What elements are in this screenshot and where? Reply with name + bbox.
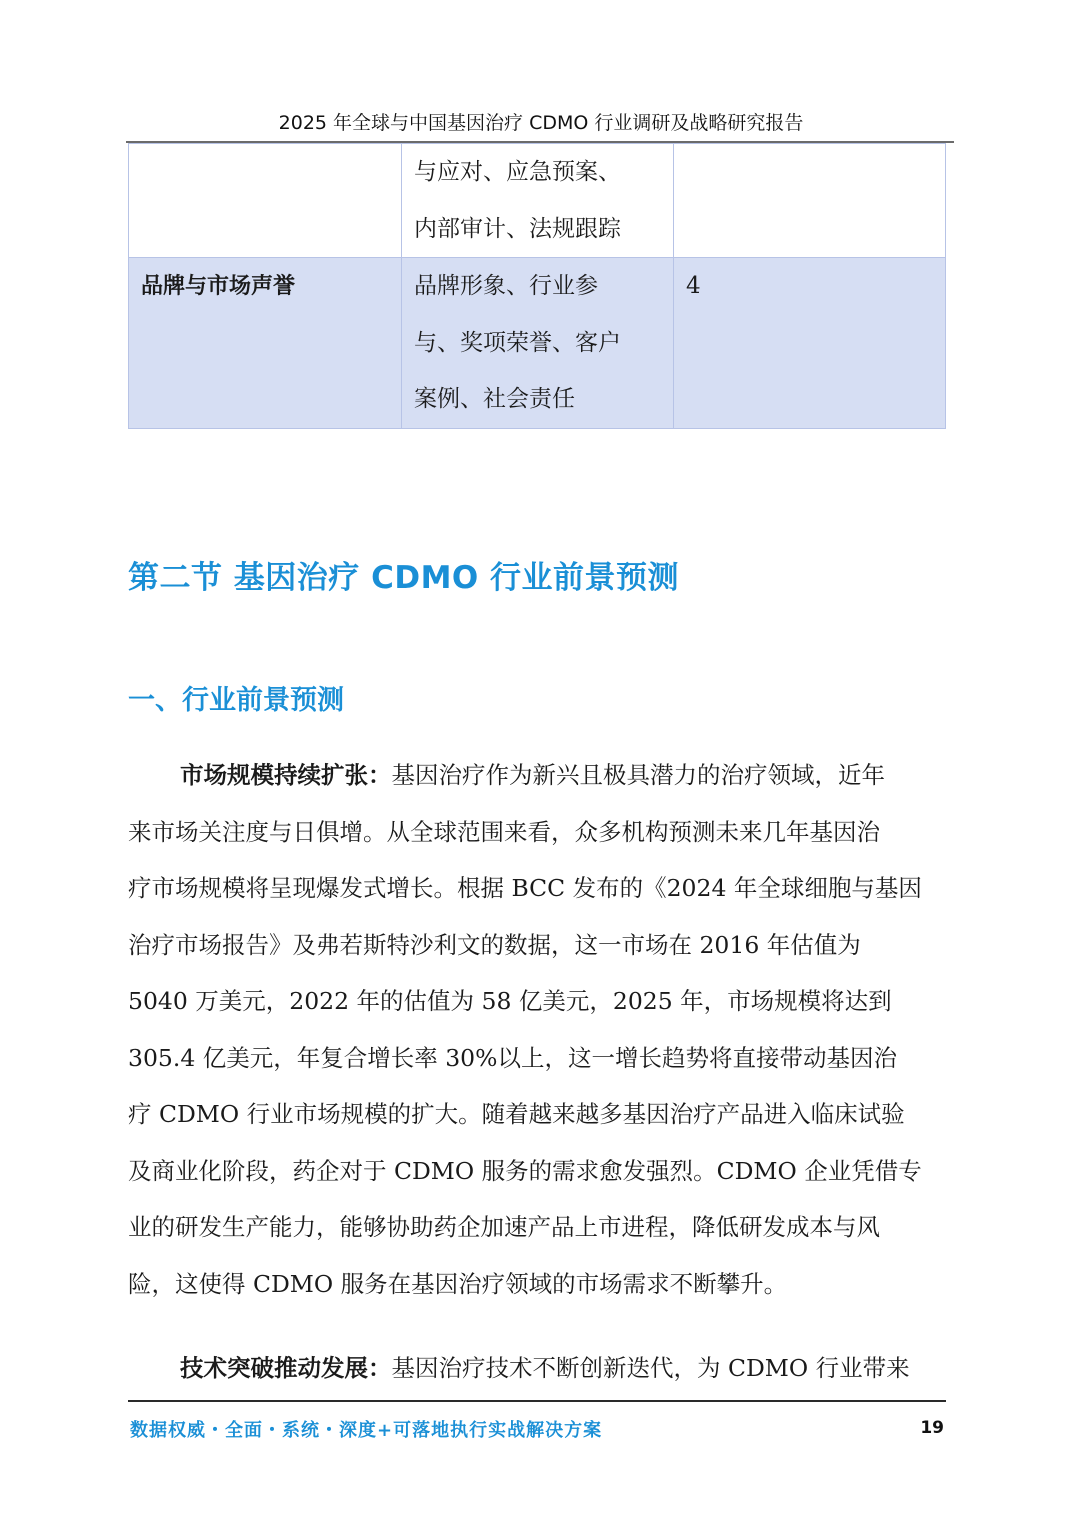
footer-slogan: 数据权威・全面・系统・深度+可落地执行实战解决方案 [130,1420,603,1441]
table-cell-label [129,144,402,258]
paragraph-line: 疗 CDMO 行业市场规模的扩大。随着越来越多基因治疗产品进入临床试验 [128,1100,905,1128]
table-row [129,144,946,258]
cell-line: 内部审计、法规跟踪 [414,215,621,242]
table-cell-content [402,258,674,429]
paragraph-line: 疗市场规模将呈现爆发式增长。根据 BCC 发布的《2024 年全球细胞与基因 [128,874,922,902]
table-cell-content [402,144,674,258]
paragraph-line: 市场规模持续扩张：基因治疗作为新兴且极具潜力的治疗领域，近年 [180,761,885,789]
footer-divider [128,1400,946,1402]
paragraph-line: 治疗市场报告》及弗若斯特沙利文的数据，这一市场在 2016 年估值为 [128,931,861,959]
paragraph-lead: 市场规模持续扩张： [180,761,392,789]
table-cell-score [674,144,946,258]
paragraph-line: 险，这使得 CDMO 服务在基因治疗领域的市场需求不断攀升。 [128,1270,788,1298]
paragraph-lead: 技术突破推动发展： [180,1354,392,1382]
table-cell-score: 4 [674,258,946,429]
row-label: 品牌与市场声誉 [141,274,296,299]
paragraph-line: 技术突破推动发展：基因治疗技术不断创新迭代，为 CDMO 行业带来 [180,1354,910,1382]
paragraph-line: 及商业化阶段，药企对于 CDMO 服务的需求愈发强烈。CDMO 企业凭借专 [128,1157,922,1185]
section-heading: 第二节 基因治疗 CDMO 行业前景预测 [128,560,680,596]
cell-line: 案例、社会责任 [414,386,575,412]
cell-line: 品牌形象、行业参 [414,273,598,299]
paragraph-line: 305.4 亿美元，年复合增长率 30%以上，这一增长趋势将直接带动基因治 [128,1044,897,1072]
paragraph-line: 来市场关注度与日俱增。从全球范围来看，众多机构预测未来几年基因治 [128,818,880,846]
page-number: 19 [920,1418,944,1438]
table-row [129,258,946,429]
subsection-heading: 一、行业前景预测 [128,685,344,716]
table-cell-label [129,258,402,429]
report-title: 2025 年全球与中国基因治疗 CDMO 行业调研及战略研究报告 [278,112,804,134]
paragraph-line: 5040 万美元，2022 年的估值为 58 亿美元，2025 年，市场规模将达到 [128,987,892,1015]
evaluation-table [128,143,946,429]
cell-line: 与、奖项荣誉、客户 [414,329,621,356]
paragraph-line: 业的研发生产能力，能够协助药企加速产品上市进程，降低研发成本与风 [128,1213,880,1241]
cell-line: 与应对、应急预案、 [414,159,621,185]
